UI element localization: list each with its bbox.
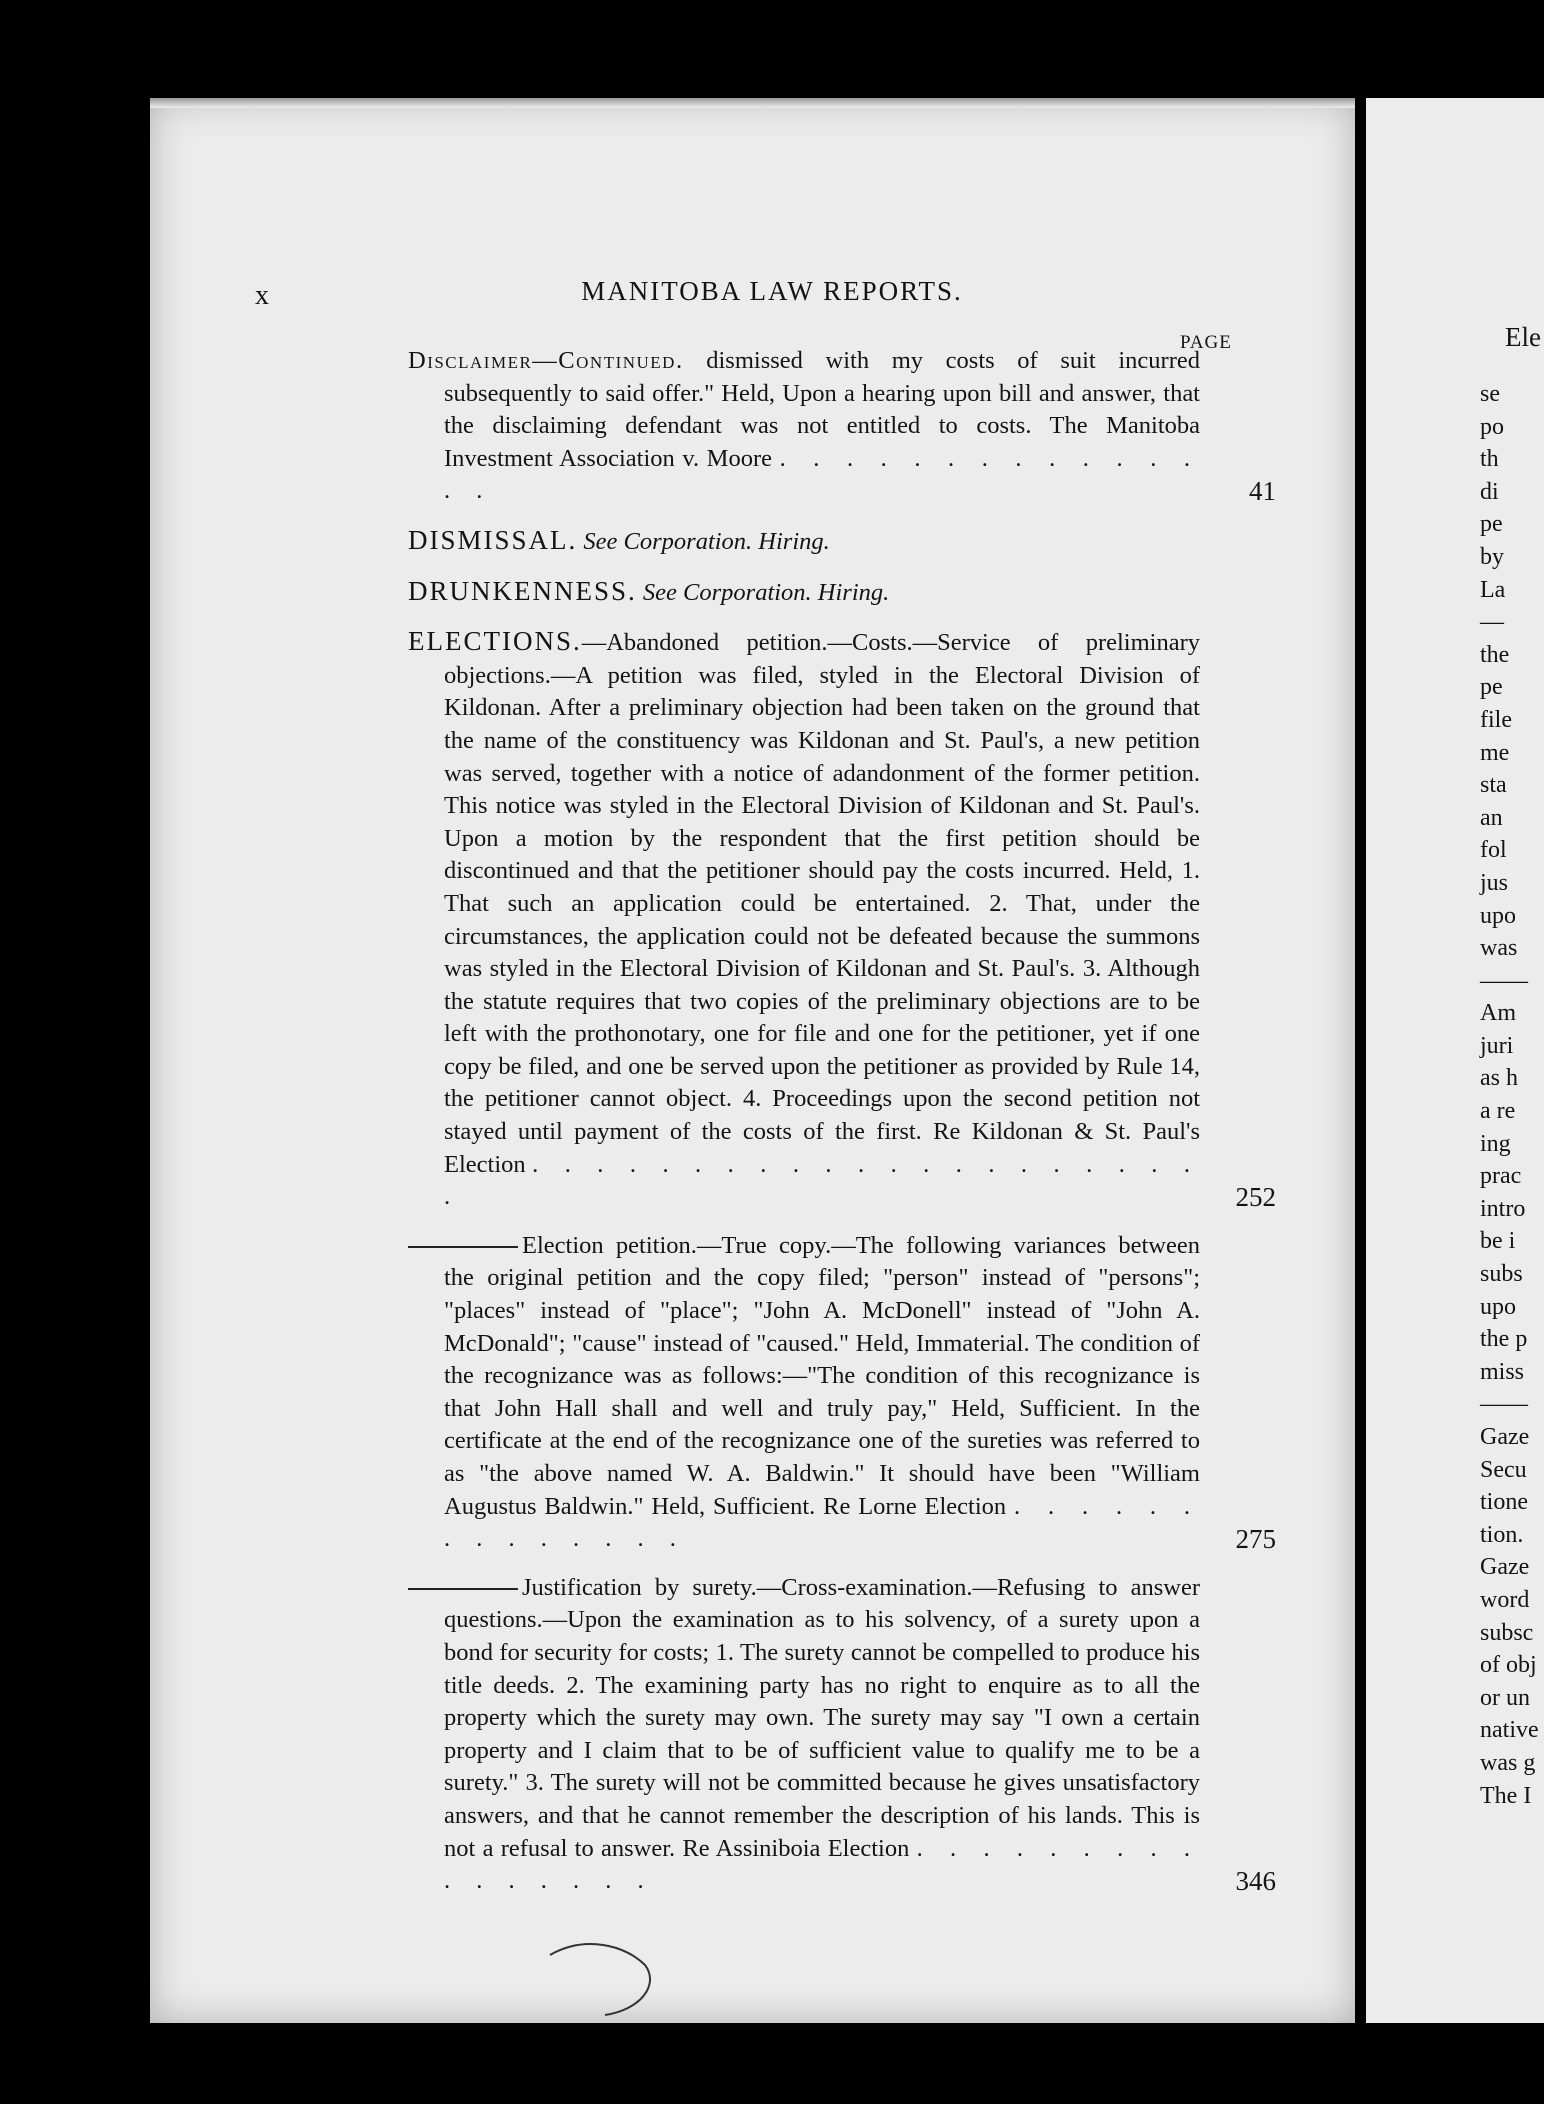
index-entry <box>408 524 1200 559</box>
facing-page-line: upo <box>1480 902 1516 929</box>
facing-page-line: fol <box>1480 837 1507 864</box>
entry-heading: DRUNKENNESS. <box>408 575 637 606</box>
page-ref: 252 <box>1235 1182 1276 1213</box>
facing-page-line: tion. <box>1480 1521 1524 1548</box>
facing-page-line: Gaze <box>1480 1554 1530 1581</box>
facing-page-line: native <box>1480 1717 1539 1744</box>
index-entry: Justification by surety.—Cross-examination.—Refusing to answer questions.—Upon the examination as to his solvency, of a surety upon a bond for security for costs; 1. The surety cannot be compelled to produce his title deeds. 2. The examining party has no right to enquire as to all the property which the surety may own. The surety may say "I own a certain property and I claim that to be of sufficient value to qualify me to be a surety." 3. The surety will not be committed because he gives unsatisfactory answers, and that he cannot remember the description of his lands. This is not a refusal to answer. Re Assiniboia Election . . . . . . . . . . . . . . . . 346 <box>408 1572 1200 1898</box>
entry-heading: Disclaimer—Continued. <box>408 347 684 374</box>
folio: x <box>255 280 269 311</box>
facing-page-line: upo <box>1480 1293 1516 1320</box>
entry-heading: DISMISSAL. <box>408 524 578 555</box>
facing-page-line: intro <box>1480 1195 1526 1222</box>
facing-page-line: ing <box>1480 1130 1511 1157</box>
facing-page-line: as h <box>1480 1065 1518 1092</box>
facing-page-line: jus <box>1480 869 1509 896</box>
facing-page-line: me <box>1480 739 1510 766</box>
facing-page-line: pe <box>1480 674 1503 701</box>
facing-page-line: —— <box>1480 967 1528 994</box>
facing-page-line: La <box>1480 576 1506 603</box>
index-entry: ELECTIONS.—Abandoned petition.—Costs.—Service of preliminary objections.—A petition was filed, styled in the Electoral Division of Kildonan. After a preliminary objection had been taken on the ground that the name of the constituency was Kildonan and St. Paul's, a new petition was served, together with a notice of adandonment of the former petition. This notice was styled in the Electoral Division of Kildonan and St. Paul's. Upon a motion by the respondent that the first petition should be discontinued and that the petitioner should pay the costs incurred. Held, 1. That such an application could be entertained. 2. That, under the circumstances, the application could not be defeated because the summons was styled in the Electoral Division of Kildonan and St. Paul's. 3. Although the statute requires that two copies of the preliminary objections are to be left with the prothonotary, one for file and one for the petitioner, yet if one copy be filed, and one be served upon the petitioner as provided by Rule 14, the petitioner cannot object. 4. Proceedings upon the second petition not stayed until payment of the costs of the first. Re Kildonan & St. Paul's Election . . . . . . . . . . . . . . . . . . . . . . 252 <box>408 626 1276 1213</box>
facing-page-line: Gaze <box>1480 1424 1530 1450</box>
index-entry: Disclaimer—Continued. dismissed with my costs of suit incurred subsequently to said offer." Held, Upon a hearing upon bill and answer, that the disclaiming defendant was not entitled to costs. The Manitoba Investment Association v. Moore . . . . . . . . . . . . . . . 41 <box>408 347 1276 507</box>
page-top-edge <box>150 98 1355 108</box>
facing-page-line: juri <box>1480 1032 1514 1059</box>
facing-page-line: —— <box>1480 1391 1528 1418</box>
facing-page-line: was <box>1480 935 1518 962</box>
page-ref: 41 <box>1249 476 1276 507</box>
facing-page-line: a re <box>1480 1098 1516 1125</box>
page-ref: 275 <box>1235 1524 1276 1555</box>
facing-page-line: tione <box>1480 1489 1528 1516</box>
ditto-dash <box>408 1588 518 1590</box>
page-ref: 346 <box>1235 1866 1276 1897</box>
page-column-label: PAGE <box>1180 332 1232 353</box>
facing-page-line: miss <box>1480 1358 1525 1385</box>
facing-page-line: was g <box>1480 1749 1536 1776</box>
facing-page-line: po <box>1480 413 1504 440</box>
facing-page-line: sta <box>1480 772 1507 799</box>
index-entries <box>408 345 1276 1914</box>
facing-page-line: file <box>1480 706 1512 733</box>
entry-text: dismissed with my costs of suit incurred subsequently to said offer." Held, Upon a hearing upon bill and answer, that the disclaiming defendant was not entitled to costs. The Manitoba Investment Association v. Moore <box>444 347 1200 472</box>
entry-heading: ELECTIONS. <box>408 626 582 657</box>
ditto-dash <box>408 1246 518 1248</box>
facing-page-line: an <box>1480 804 1503 831</box>
facing-page-line: be i <box>1480 1228 1516 1255</box>
facing-page-line: Secu <box>1480 1456 1527 1483</box>
facing-page-line: or un <box>1480 1684 1530 1711</box>
facing-page-line: Am <box>1480 1000 1516 1027</box>
entry-text: Election petition.—True copy.—The following variances between the original petition and the copy filed; "person" instead of "persons"; "places" instead of "place"; "John A. McDonell" instead of "John A. McDonald"; "cause" instead of "caused." Held, Immaterial. The condition of the recognizance was as follows:—"The condition of this recognizance is that John Hall shall and well and truly pay," Held, Sufficient. In the certificate at the end of the recognizance one of the sureties was referred to as "the above named W. A. Baldwin." It should have been "William Augustus Baldwin." Held, Sufficient. Re Lorne Election <box>444 1231 1200 1520</box>
index-entry <box>408 575 1200 610</box>
facing-page-line: word <box>1480 1586 1530 1613</box>
facing-page-line: subsc <box>1480 1619 1534 1646</box>
facing-page-line: of obj <box>1480 1652 1537 1679</box>
facing-page-line: The I <box>1480 1782 1532 1809</box>
entry-text: —Abandoned petition.—Costs.—Service of preliminary objections.—A petition was filed, styled in the Electoral Division of Kildonan. After a preliminary objection had been taken on the ground that the name of the constituency was Kildonan and St. Paul's, a new petition was served, together with a notice of adandonment of the former petition. This notice was styled in the Electoral Division of Kildonan and St. Paul's. Upon a motion by the respondent that the first petition should be discontinued and that the petitioner should pay the costs incurred. Held, 1. That such an application could be entertained. 2. That, under the circumstances, the application could not be defeated because the summons was styled in the Electoral Division of Kildonan and St. Paul's. 3. Although the statute requires that two copies of the preliminary objections are to be left with the prothonotary, one for file and one for the petitioner, yet if one copy be filed, and one be served upon the petitioner as provided by Rule 14, the petitioner cannot object. 4. Proceedings upon the second petition not stayed until payment of the costs of the first. Re Kildonan & St. Paul's Election <box>444 629 1200 1178</box>
entry-text: See Corporation. Hiring. <box>642 578 890 606</box>
entry-text: See Corporation. Hiring. <box>583 527 830 555</box>
facing-page-line: subs <box>1480 1261 1523 1288</box>
facing-page-line: by <box>1480 543 1504 570</box>
pencil-mark <box>545 1925 685 2025</box>
facing-page-line: the <box>1480 641 1510 668</box>
facing-page-line: prac <box>1480 1163 1522 1190</box>
running-head: MANITOBA LAW REPORTS. <box>581 276 963 306</box>
facing-page-lines <box>1480 378 1539 1812</box>
facing-page-line: th <box>1480 446 1499 473</box>
facing-page-line: se <box>1480 381 1500 407</box>
facing-page-line: pe <box>1480 511 1503 538</box>
entry-text: Justification by surety.—Cross-examination.—Refusing to answer questions.—Upon the examination as to his solvency, of a surety upon a bond for security for costs; 1. The surety cannot be compelled to produce his title deeds. 2. The examining party has no right to enquire as to all the property which the surety may own. The surety may say "I own a certain property and I claim that to be of sufficient value to qualify me to be a surety." 3. The surety will not be committed because he gives unsatisfactory answers, and that he cannot remember the description of his lands. This is not a refusal to answer. Re Assiniboia Election <box>444 1573 1200 1862</box>
facing-page-line: di <box>1480 478 1499 505</box>
facing-page-line: — <box>1480 609 1504 636</box>
facing-page-heading: Ele <box>1505 322 1541 352</box>
index-entry: Election petition.—True copy.—The following variances between the original petition and the copy filed; "person" instead of "persons"; "places" instead of "place"; "John A. McDonell" instead of "John A. McDonald"; "cause" instead of "caused." Held, Immaterial. The condition of the recognizance was as follows:—"The condition of this recognizance is that John Hall shall and well and truly pay," Held, Sufficient. In the certificate at the end of the recognizance one of the sureties was referred to as "the above named W. A. Baldwin." It should have been "William Augustus Baldwin." Held, Sufficient. Re Lorne Election . . . . . . . . . . . . . . 275 <box>408 1230 1200 1556</box>
facing-page-line: the p <box>1480 1326 1528 1353</box>
